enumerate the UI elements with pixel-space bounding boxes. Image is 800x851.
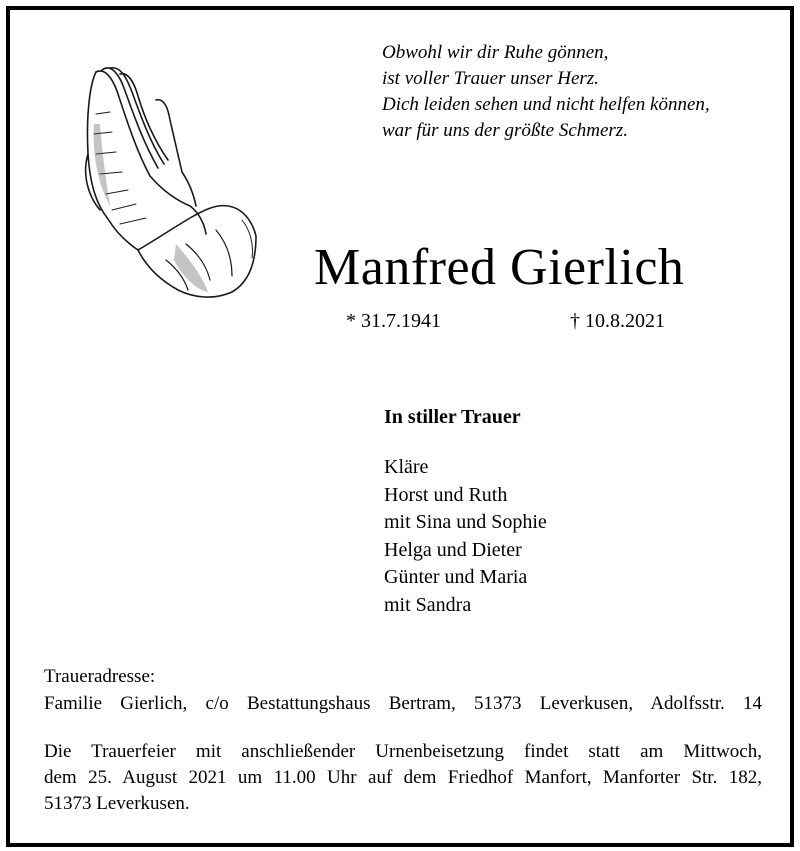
poem-line: Obwohl wir dir Ruhe gönnen, [382,42,609,63]
mourner-name: Helga und Dieter [384,538,522,561]
poem [382,40,710,144]
mourner-name: Kläre [384,456,429,478]
mourner-name: Günter und Maria [384,566,528,588]
mourners-list [384,454,547,619]
ceremony-line: Die Trauerfeier mit anschließender Urnenbeisetzung findet statt am Mittwoch, [44,741,762,762]
deceased-name: Manfred Gierlich [314,239,685,296]
birth-date: * 31.7.1941 [346,310,441,332]
ceremony-line: 51373 Leverkusen. [44,793,190,814]
mourner-name: mit Sina und Sophie [384,511,547,533]
poem-line: war für uns der größte Schmerz. [382,120,628,141]
address-line: Familie Gierlich, c/o Bestattungshaus Bertram, 51373 Leverkusen, Adolfsstr. 14 [44,693,762,714]
mourning-title: In stiller Trauer [384,406,521,428]
death-date: † 10.8.2021 [570,310,665,332]
mourner-name: Horst und Ruth [384,483,508,506]
ceremony-line: dem 25. August 2021 um 11.00 Uhr auf dem Friedhof Manfort, Manforter Str. 182, [44,767,762,788]
address-label: Traueradresse: [44,666,156,687]
poem-line: Dich leiden sehen und nicht helfen können, [382,94,710,115]
ceremony-text [44,739,762,817]
praying-hands-icon [66,54,286,314]
poem-line: ist voller Trauer unser Herz. [382,68,599,89]
mourner-name: mit Sandra [384,593,472,616]
obituary-notice [6,6,794,847]
